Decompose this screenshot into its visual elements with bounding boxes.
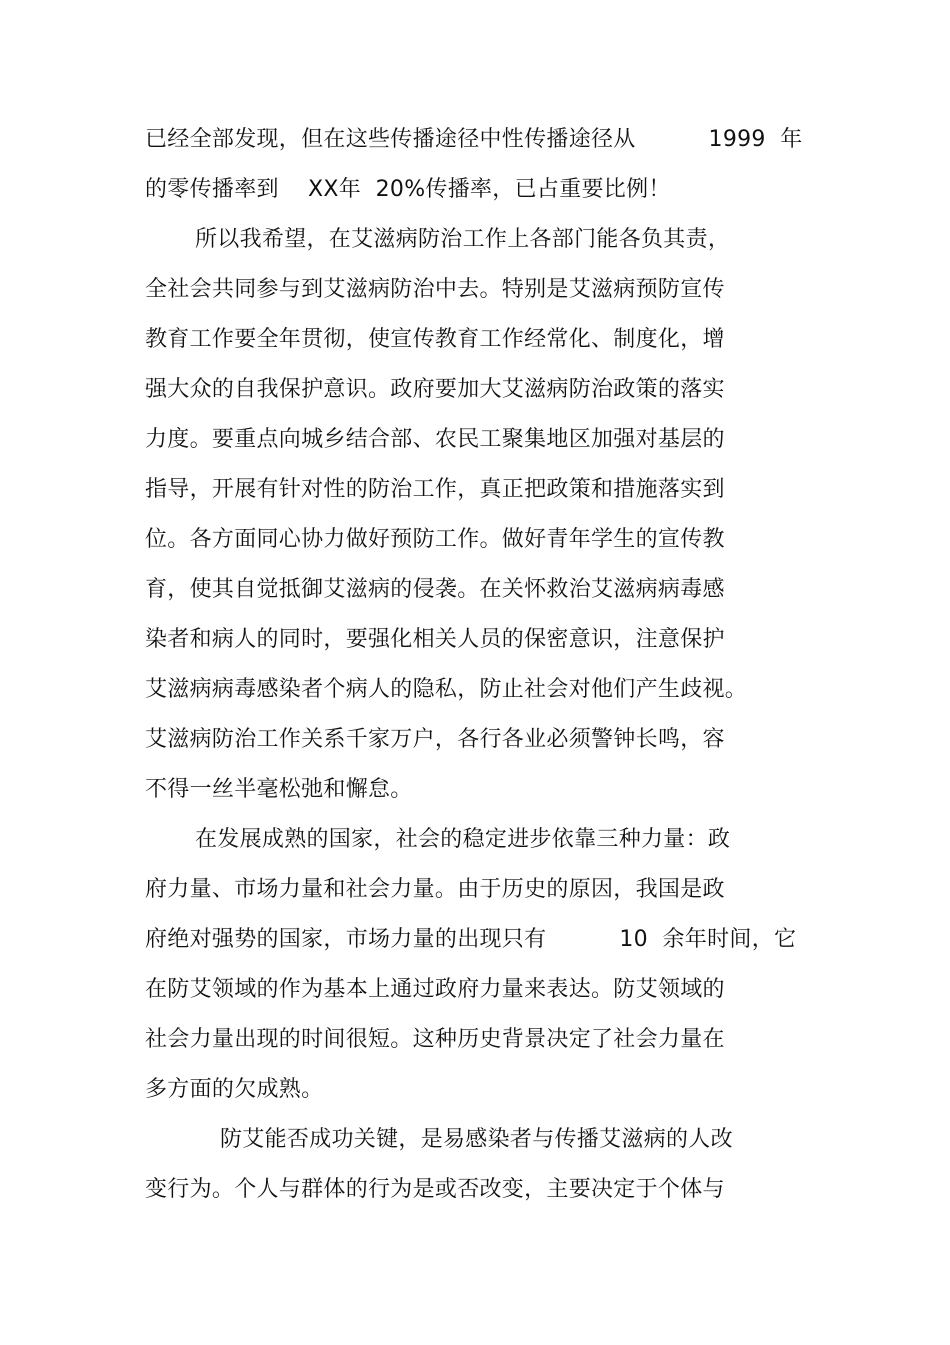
text-line-19: 社会力量出现的时间很短。这种历史背景决定了社会力量在 xyxy=(145,1027,725,1052)
text-line-1: 已经全部发现，但在这些传播途径中性传播途径从 1999 年 xyxy=(145,127,803,152)
text-line-5: 教育工作要全年贯彻，使宣传教育工作经常化、制度化，增 xyxy=(145,327,725,352)
text-line-16: 府力量、市场力量和社会力量。由于历史的原因，我国是政 xyxy=(145,877,725,902)
text-line-6: 强大众的自我保护意识。政府要加大艾滋病防治政策的落实 xyxy=(145,377,725,402)
text-line-14: 不得一丝半毫松弛和懈怠。 xyxy=(145,777,413,802)
text-line-2: 的零传播率到 XX年 20%传播率，已占重要比例！ xyxy=(145,177,671,202)
text-line-10: 育，使其自觉抵御艾滋病的侵袭。在关怀救治艾滋病病毒感 xyxy=(145,577,725,602)
paragraph-3-line-1: 在发展成熟的国家，社会的稳定进步依靠三种力量：政 xyxy=(195,827,731,852)
paragraph-4-line-1: 防艾能否成功关键，是易感染者与传播艾滋病的人改 xyxy=(220,1127,733,1152)
text-line-17: 府绝对强势的国家，市场力量的出现只有 10 余年时间，它 xyxy=(145,927,797,952)
text-line-4: 全社会共同参与到艾滋病防治中去。特别是艾滋病预防宣传 xyxy=(145,277,725,302)
text-line-7: 力度。要重点向城乡结合部、农民工聚集地区加强对基层的 xyxy=(145,427,725,452)
text-line-18: 在防艾领域的作为基本上通过政府力量来表达。防艾领域的 xyxy=(145,977,725,1002)
text-line-22: 变行为。个人与群体的行为是或否改变，主要决定于个体与 xyxy=(145,1177,725,1202)
text-line-20: 多方面的欠成熟。 xyxy=(145,1077,324,1102)
text-line-12: 艾滋病病毒感染者个病人的隐私，防止社会对他们产生歧视。 xyxy=(145,677,748,702)
text-line-8: 指导，开展有针对性的防治工作，真正把政策和措施落实到 xyxy=(145,477,725,502)
text-line-9: 位。各方面同心协力做好预防工作。做好青年学生的宣传教 xyxy=(145,527,725,552)
paragraph-2-line-1: 所以我希望，在艾滋病防治工作上各部门能各负其责， xyxy=(195,227,731,252)
text-line-13: 艾滋病防治工作关系千家万户，各行各业必须警钟长鸣，容 xyxy=(145,727,725,752)
text-line-11: 染者和病人的同时，要强化相关人员的保密意识，注意保护 xyxy=(145,627,725,652)
